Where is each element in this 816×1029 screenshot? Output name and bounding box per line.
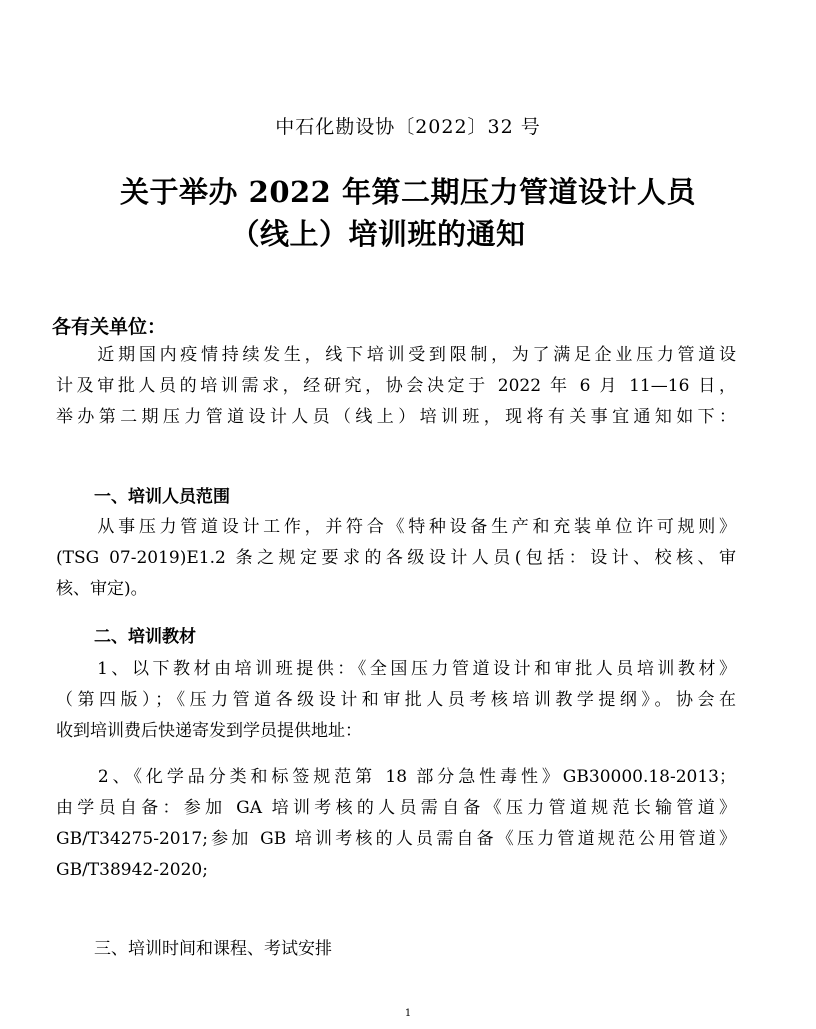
section-1-line-1: 从事压力管道设计工作，并符合《特种设备生产和充装单位许可规则》 <box>56 517 736 537</box>
intro-paragraph <box>56 340 736 433</box>
intro-line-1: 近期国内疫情持续发生，线下培训受到限制，为了满足企业压力管道设 <box>56 345 736 365</box>
intro-line-2: 计及审批人员的培训需求，经研究，协会决定于 2022 年 6 月 11—16 日， <box>56 376 736 396</box>
intro-line-3: 举办第二期压力管道设计人员（线上）培训班，现将有关事宜通知如下： <box>56 407 736 427</box>
section-1-paragraph <box>56 512 736 605</box>
document-number: 中石化勘设协〔2022〕32 号 <box>275 116 541 138</box>
page-number: 1 <box>404 1008 412 1019</box>
section-1-line-2: (TSG 07-2019)E1.2 条之规定要求的各级设计人员(包括：设计、校核、审 <box>56 548 736 568</box>
document-title-line-1: 关于举办 2022 年第二期压力管道设计人员 <box>120 175 696 209</box>
section-2-p2-line-3: GB/T34275-2017;参加 GB 培训考核的人员需自备《压力管道规范公用管道》 <box>56 829 736 849</box>
section-3-heading: 三、培训时间和课程、考试安排 <box>94 939 332 959</box>
section-2-paragraph-2 <box>56 762 736 886</box>
section-2-heading: 二、培训教材 <box>94 627 196 647</box>
section-2-p2-line-2: 由学员自备：参加 GA 培训考核的人员需自备《压力管道规范长输管道》 <box>56 798 736 818</box>
section-1-heading: 一、培训人员范围 <box>94 487 230 507</box>
section-2-p1-line-2: （第四版）；《压力管道各级设计和审批人员考核培训教学提纲》。协会在 <box>56 690 736 710</box>
salutation: 各有关单位： <box>52 316 167 338</box>
section-1-line-3: 核、审定)。 <box>56 579 148 599</box>
section-2-p1-line-1: 1、以下教材由培训班提供：《全国压力管道设计和审批人员培训教材》 <box>56 659 736 679</box>
section-2-paragraph-1 <box>56 654 736 747</box>
section-2-p2-line-1: 2、《化学品分类和标签规范第 18 部分急性毒性》GB30000.18-2013； <box>56 767 736 787</box>
document-title-line-2: （线上）培训班的通知 <box>230 217 526 251</box>
section-2-p2-line-4: GB/T38942-2020; <box>56 860 208 880</box>
section-2-p1-line-3: 收到培训费后快递寄发到学员提供地址： <box>56 721 362 741</box>
